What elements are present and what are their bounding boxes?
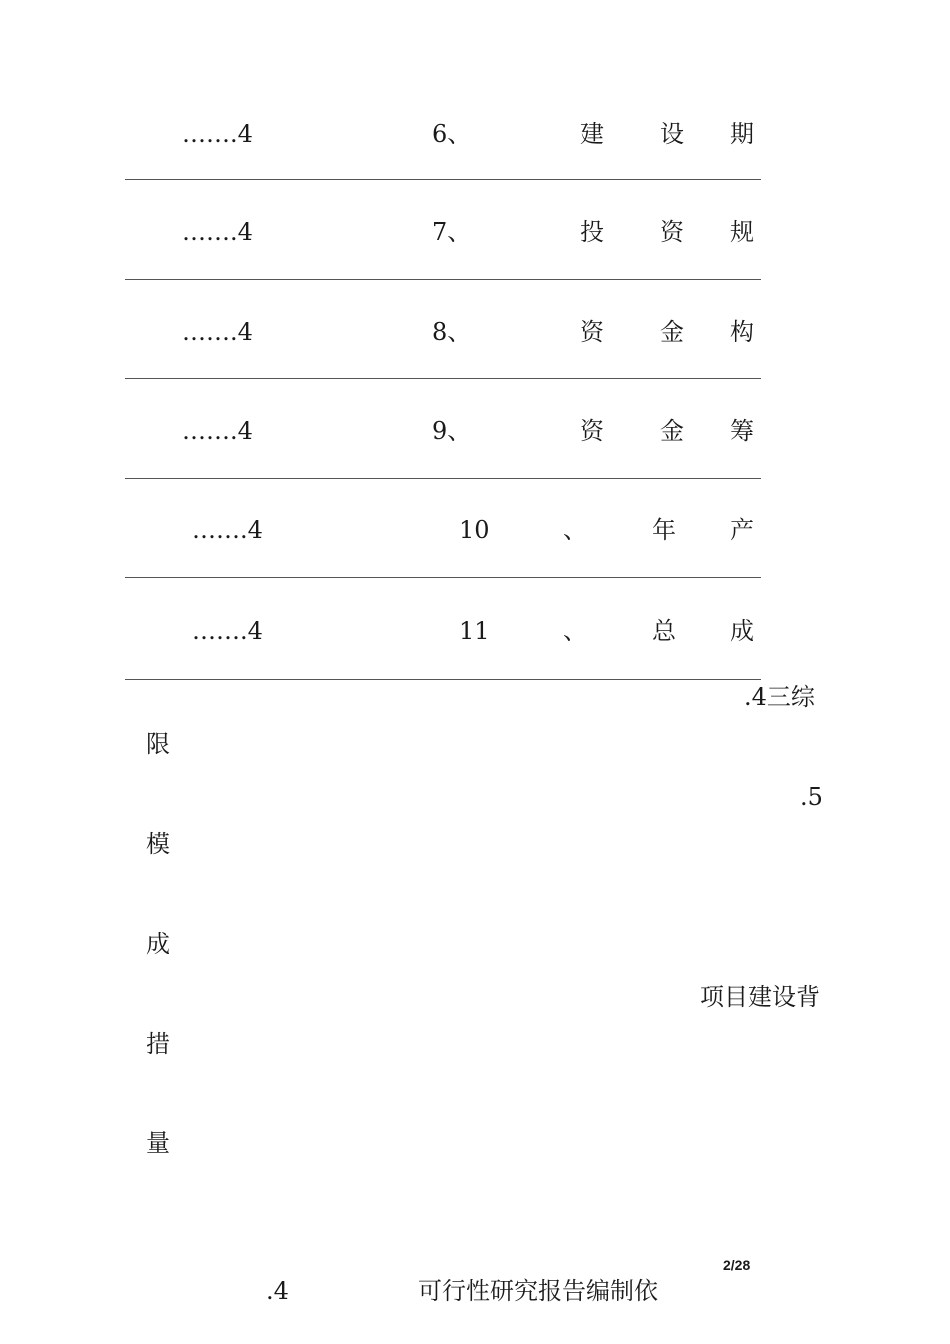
right-text-line-3: 项目建设背 bbox=[700, 983, 820, 1011]
toc-row-3-page: .4 bbox=[230, 318, 253, 346]
left-char-2: 模 bbox=[146, 830, 170, 858]
toc-row-5-page: .4 bbox=[240, 516, 263, 544]
toc-row-4-number: 9、 bbox=[432, 417, 472, 445]
toc-row-4-char-3: 筹 bbox=[730, 417, 754, 445]
toc-row-6-char-1: 总 bbox=[652, 617, 676, 645]
toc-row-1-page: .4 bbox=[230, 120, 253, 148]
toc-row-4-char-2: 金 bbox=[660, 417, 684, 445]
left-char-4: 措 bbox=[146, 1030, 170, 1058]
toc-row-3-char-2: 金 bbox=[660, 318, 684, 346]
toc-row-2-char-2: 资 bbox=[660, 218, 684, 246]
row-divider bbox=[125, 279, 761, 280]
toc-row-1-char-1: 建 bbox=[580, 120, 604, 148]
toc-row-3-dots: …… bbox=[182, 318, 230, 346]
row-divider bbox=[125, 378, 761, 379]
toc-row-5-separator: 、 bbox=[563, 516, 587, 544]
toc-row-1-char-2: 设 bbox=[660, 120, 684, 148]
toc-row-3-number: 8、 bbox=[432, 318, 472, 346]
toc-row-2-dots: …… bbox=[182, 218, 230, 246]
toc-row-5-char-2: 产 bbox=[730, 516, 754, 544]
right-text-line-2: .5 bbox=[800, 783, 823, 811]
toc-row-5-dots: …… bbox=[192, 516, 240, 544]
toc-row-4-page: .4 bbox=[230, 417, 253, 445]
toc-row-6-char-2: 成 bbox=[730, 617, 754, 645]
toc-row-5-char-1: 年 bbox=[652, 516, 676, 544]
toc-row-5-number: 10 bbox=[459, 516, 490, 544]
toc-row-2-number: 7、 bbox=[432, 218, 472, 246]
left-char-1: 限 bbox=[146, 730, 170, 758]
toc-row-4-dots: …… bbox=[182, 417, 230, 445]
toc-row-6-page: .4 bbox=[240, 617, 263, 645]
footer-heading: 可行性研究报告编制依 bbox=[418, 1277, 658, 1305]
toc-row-2-page: .4 bbox=[230, 218, 253, 246]
toc-row-4-char-1: 资 bbox=[580, 417, 604, 445]
right-text-line-1: .4三综 bbox=[744, 683, 815, 711]
row-divider bbox=[125, 577, 761, 578]
toc-row-1-char-3: 期 bbox=[730, 120, 754, 148]
toc-row-6-dots: …… bbox=[192, 617, 240, 645]
row-divider bbox=[125, 679, 761, 680]
left-char-5: 量 bbox=[146, 1129, 170, 1157]
page-indicator: 2/28 bbox=[723, 1257, 751, 1273]
left-char-3: 成 bbox=[146, 930, 170, 958]
toc-row-3-char-3: 构 bbox=[730, 318, 754, 346]
toc-row-6-number: 11 bbox=[459, 617, 490, 645]
toc-row-1-number: 6、 bbox=[432, 120, 472, 148]
row-divider bbox=[125, 478, 761, 479]
toc-row-2-char-1: 投 bbox=[580, 218, 604, 246]
row-divider bbox=[125, 179, 761, 180]
toc-row-3-char-1: 资 bbox=[580, 318, 604, 346]
toc-row-2-char-3: 规 bbox=[730, 218, 754, 246]
toc-row-6-separator: 、 bbox=[563, 617, 587, 645]
toc-row-1-dots: …… bbox=[182, 120, 230, 148]
footer-page-ref: .4 bbox=[266, 1277, 289, 1305]
